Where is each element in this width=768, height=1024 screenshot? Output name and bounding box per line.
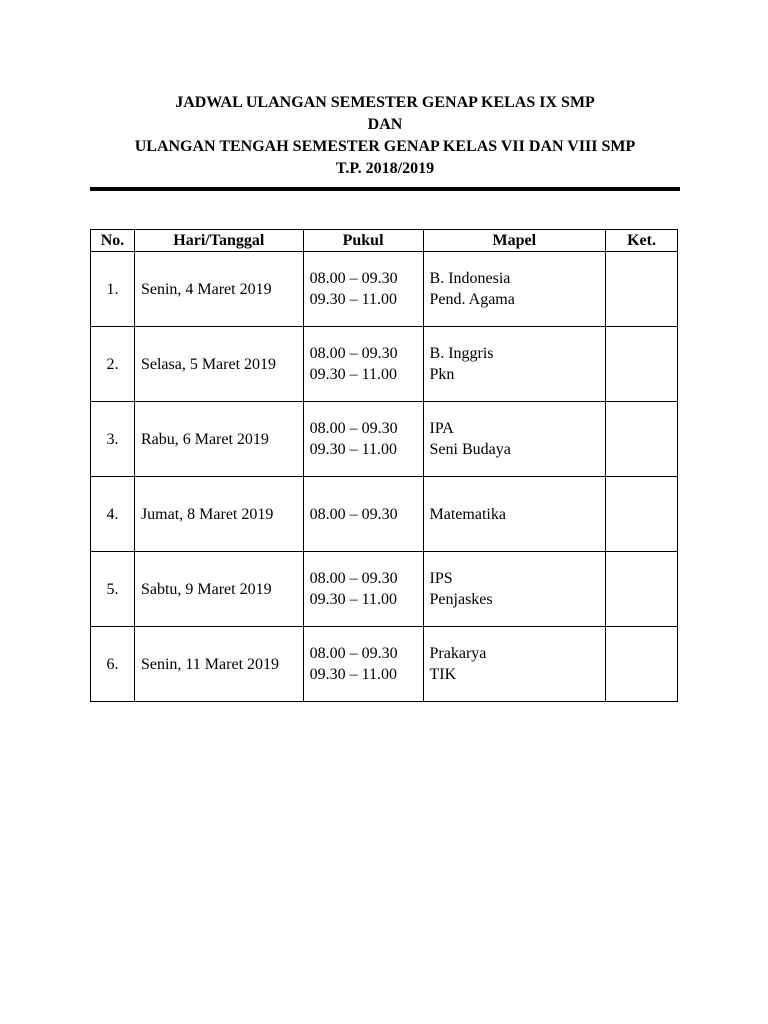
row-subjects — [423, 477, 606, 552]
row-no: 3. — [91, 402, 135, 477]
row-times — [303, 552, 423, 627]
title-line-1: JADWAL ULANGAN SEMESTER GENAP KELAS IX SMP — [175, 94, 595, 111]
row-note — [606, 402, 678, 477]
title-line-4: T.P. 2018/2019 — [335, 160, 435, 177]
row-day: Senin, 11 Maret 2019 — [134, 627, 303, 702]
row-subjects — [423, 627, 606, 702]
table-row — [91, 627, 678, 702]
row-times — [303, 402, 423, 477]
row-day: Jumat, 8 Maret 2019 — [134, 477, 303, 552]
subject: TIK — [429, 666, 457, 683]
subject: Seni Budaya — [429, 441, 511, 458]
header-time: Pukul — [303, 230, 423, 252]
row-no: 2. — [91, 327, 135, 402]
subject: Prakarya — [429, 645, 487, 662]
row-no: 4. — [91, 477, 135, 552]
row-note — [606, 252, 678, 327]
row-subjects — [423, 402, 606, 477]
subject: Pend. Agama — [429, 291, 515, 308]
time-slot: 08.00 – 09.30 — [309, 270, 398, 287]
table-row — [91, 327, 678, 402]
row-times — [303, 327, 423, 402]
subject: Penjaskes — [429, 591, 493, 608]
row-subjects — [423, 552, 606, 627]
table-row — [91, 402, 678, 477]
header-day: Hari/Tanggal — [134, 230, 303, 252]
row-times — [303, 477, 423, 552]
title-divider — [90, 187, 680, 191]
time-slot: 09.30 – 11.00 — [309, 441, 398, 458]
row-day: Sabtu, 9 Maret 2019 — [134, 552, 303, 627]
document-title — [90, 92, 680, 180]
row-day: Senin, 4 Maret 2019 — [134, 252, 303, 327]
row-times — [303, 252, 423, 327]
row-subjects — [423, 327, 606, 402]
schedule-table — [90, 229, 678, 702]
subject: B. Inggris — [429, 345, 494, 362]
subject: IPA — [429, 420, 454, 437]
row-times — [303, 627, 423, 702]
row-day: Rabu, 6 Maret 2019 — [134, 402, 303, 477]
header-no: No. — [91, 230, 135, 252]
row-note — [606, 552, 678, 627]
time-slot: 09.30 – 11.00 — [309, 666, 398, 683]
table-row — [91, 552, 678, 627]
table-row — [91, 477, 678, 552]
time-slot: 08.00 – 09.30 — [309, 570, 398, 587]
row-day: Selasa, 5 Maret 2019 — [134, 327, 303, 402]
row-note — [606, 627, 678, 702]
row-no: 6. — [91, 627, 135, 702]
subject: Matematika — [429, 505, 506, 523]
header-note: Ket. — [606, 230, 678, 252]
time-slot: 09.30 – 11.00 — [309, 591, 398, 608]
row-note — [606, 477, 678, 552]
subject: B. Indonesia — [429, 270, 511, 287]
time-slot: 08.00 – 09.30 — [309, 345, 398, 362]
table-header-row — [91, 230, 678, 252]
row-no: 1. — [91, 252, 135, 327]
row-subjects — [423, 252, 606, 327]
row-note — [606, 327, 678, 402]
subject: IPS — [429, 570, 453, 587]
row-no: 5. — [91, 552, 135, 627]
time-slot: 08.00 – 09.30 — [309, 645, 398, 662]
header-subject: Mapel — [423, 230, 606, 252]
time-slot: 09.30 – 11.00 — [309, 291, 398, 308]
time-slot: 08.00 – 09.30 — [309, 505, 398, 523]
time-slot: 09.30 – 11.00 — [309, 366, 398, 383]
title-line-2: DAN — [367, 116, 403, 133]
time-slot: 08.00 – 09.30 — [309, 420, 398, 437]
subject: Pkn — [429, 366, 455, 383]
table-row — [91, 252, 678, 327]
title-line-3: ULANGAN TENGAH SEMESTER GENAP KELAS VII DAN VIII SMP — [134, 138, 636, 155]
